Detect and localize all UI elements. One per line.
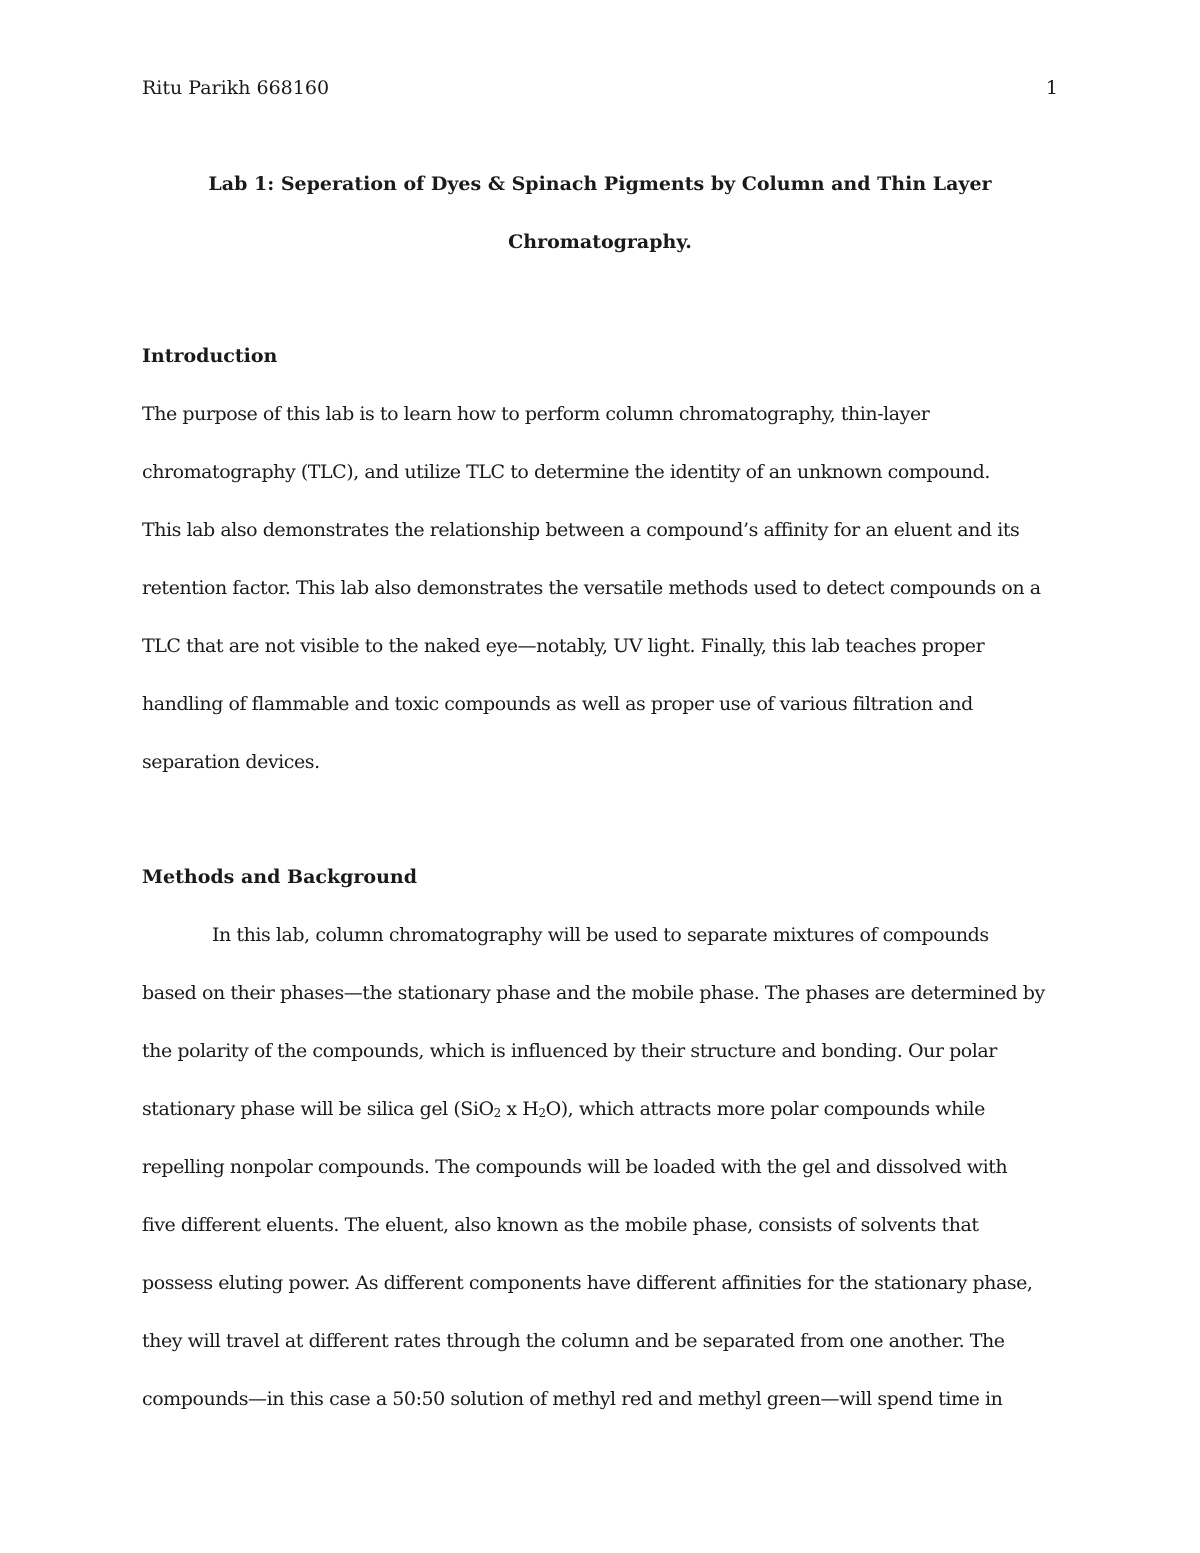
paragraph-line: separation devices. bbox=[142, 751, 320, 773]
paragraph-line: five different eluents. The eluent, also known as the mobile phase, consists of solvents that bbox=[142, 1214, 979, 1236]
text-run: stationary phase will be silica gel (SiO bbox=[142, 1098, 494, 1120]
text-run: O), which attracts more polar compounds while bbox=[545, 1098, 985, 1120]
introduction-heading: Introduction bbox=[142, 345, 278, 367]
paragraph-line: This lab also demonstrates the relationship between a compound’s affinity for an eluent and its bbox=[142, 519, 1020, 541]
subscript: 2 bbox=[538, 1106, 546, 1120]
text-run: x H bbox=[500, 1098, 539, 1120]
paragraph-line: possess eluting power. As different components have different affinities for the stationary phase, bbox=[142, 1272, 1033, 1294]
paragraph-line: retention factor. This lab also demonstrates the versatile methods used to detect compounds on a bbox=[142, 577, 1041, 599]
title-line-2: Chromatography. bbox=[508, 231, 692, 253]
paragraph-line: based on their phases—the stationary phase and the mobile phase. The phases are determined by bbox=[142, 982, 1045, 1004]
paragraph-line: they will travel at different rates through the column and be separated from one another. The bbox=[142, 1330, 1005, 1352]
title-line-1: Lab 1: Seperation of Dyes & Spinach Pigments by Column and Thin Layer bbox=[208, 173, 992, 195]
paragraph-line bbox=[142, 1097, 985, 1121]
paragraph-line: The purpose of this lab is to learn how to perform column chromatography, thin-layer bbox=[142, 403, 930, 425]
paragraph-line: compounds—in this case a 50:50 solution of methyl red and methyl green—will spend time in bbox=[142, 1388, 1003, 1410]
paragraph-line: the polarity of the compounds, which is influenced by their structure and bonding. Our polar bbox=[142, 1040, 997, 1062]
paragraph-line: TLC that are not visible to the naked eye—notably, UV light. Finally, this lab teaches proper bbox=[142, 635, 985, 657]
paragraph-line: In this lab, column chromatography will be used to separate mixtures of compounds bbox=[212, 924, 989, 946]
subscript: 2 bbox=[493, 1106, 501, 1120]
page-header-author: Ritu Parikh 668160 bbox=[142, 77, 330, 99]
page-number: 1 bbox=[1045, 77, 1058, 99]
methods-heading: Methods and Background bbox=[142, 866, 417, 888]
paragraph-line: chromatography (TLC), and utilize TLC to determine the identity of an unknown compound. bbox=[142, 461, 990, 483]
paragraph-line: handling of flammable and toxic compounds as well as proper use of various filtration and bbox=[142, 693, 973, 715]
paragraph-line: repelling nonpolar compounds. The compounds will be loaded with the gel and dissolved with bbox=[142, 1156, 1008, 1178]
